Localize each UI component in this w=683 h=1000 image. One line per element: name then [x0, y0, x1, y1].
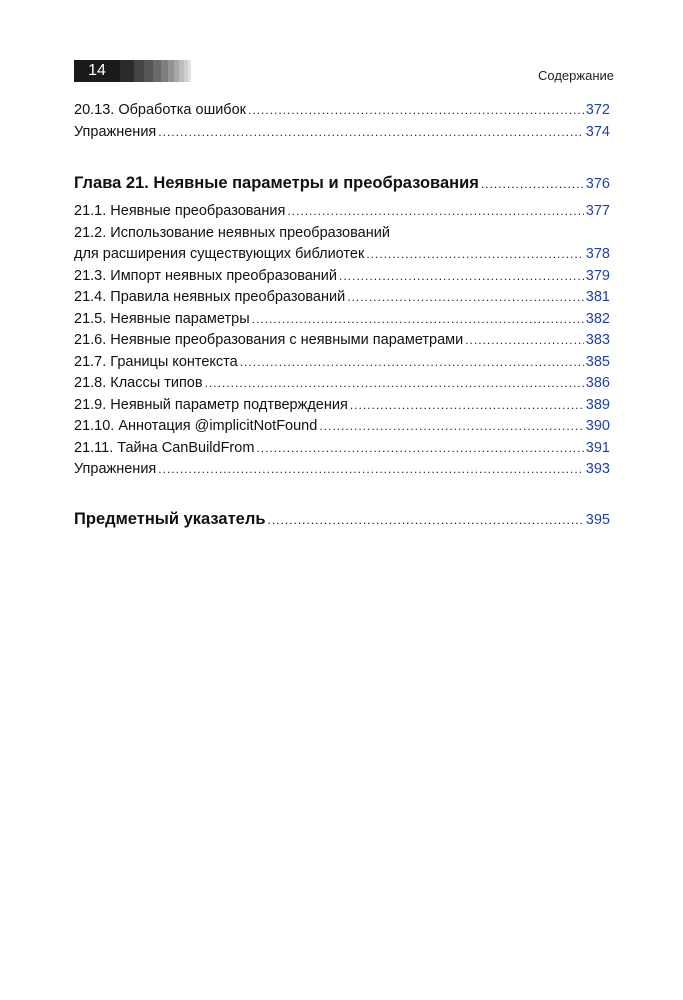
toc-entry[interactable]: [74, 201, 610, 223]
toc-entry-title: 21.10. Аннотация @implicitNotFound: [74, 418, 318, 434]
toc-page-link[interactable]: 378: [585, 246, 610, 262]
dot-leader: [319, 416, 583, 438]
dot-leader: [366, 244, 583, 266]
dot-leader: [158, 459, 584, 481]
dot-leader: [256, 438, 583, 460]
dot-leader: [158, 122, 584, 144]
toc-page-link[interactable]: 372: [585, 102, 610, 118]
toc-page-link[interactable]: 379: [585, 267, 610, 284]
toc-entry[interactable]: [74, 122, 610, 144]
dot-leader: [252, 309, 584, 331]
decorative-gradient-bars: [120, 60, 191, 82]
toc-entry-title: 21.4. Правила неявных преобразований: [74, 289, 346, 305]
dot-leader: [240, 352, 584, 374]
dot-leader: [465, 330, 584, 352]
toc-entry-title: 21.6. Неявные преобразования с неявными параметрами: [74, 332, 464, 348]
dot-leader: [350, 395, 584, 417]
toc-entry-title: Упражнения: [74, 123, 157, 140]
toc-entry[interactable]: [74, 244, 610, 266]
toc-entry-title: 21.3. Импорт неявных преобразований: [74, 267, 338, 284]
toc-page-link[interactable]: 391: [585, 439, 610, 456]
dot-leader: [287, 201, 583, 223]
toc-entry[interactable]: [74, 373, 610, 395]
toc-entry[interactable]: [74, 352, 610, 374]
dot-leader: [339, 266, 584, 288]
toc-entry-title: 21.1. Неявные преобразования: [74, 203, 286, 219]
bar-segment: [120, 60, 134, 82]
toc-entry[interactable]: [74, 330, 610, 352]
page-number: 14: [74, 60, 120, 82]
toc-page-link[interactable]: 376: [585, 176, 610, 192]
toc-entry-title: 20.13. Обработка ошибок: [74, 102, 247, 118]
toc-page-link[interactable]: 386: [585, 375, 610, 391]
bar-segment: [134, 60, 144, 82]
dot-leader: [248, 100, 584, 122]
toc-entry[interactable]: [74, 438, 610, 460]
toc-entry[interactable]: [74, 309, 610, 331]
dot-leader: [205, 373, 584, 395]
page-header: [74, 60, 614, 84]
toc-page-link[interactable]: 374: [585, 123, 610, 140]
bar-segment: [153, 60, 161, 82]
index-heading[interactable]: [74, 507, 610, 531]
toc-page-link[interactable]: 389: [585, 396, 610, 413]
toc-entry-title: 21.8. Классы типов: [74, 375, 203, 391]
toc-page-link[interactable]: 393: [585, 461, 610, 477]
toc-entry-title: 21.7. Границы контекста: [74, 353, 238, 370]
dot-leader: [347, 287, 584, 309]
bar-segment: [188, 60, 191, 82]
toc-entry-title: 21.9. Неявный параметр подтверждения: [74, 396, 348, 413]
toc-page-link[interactable]: 377: [585, 203, 610, 219]
toc-entry-title: 21.11. Тайна CanBuildFrom: [74, 439, 255, 456]
toc-entry-title-line1: 21.2. Использование неявных преобразований: [74, 224, 390, 241]
toc-page-link[interactable]: 382: [585, 310, 610, 327]
bar-segment: [144, 60, 153, 82]
toc-entry-title: для расширения существующих библиотек: [74, 246, 365, 262]
index-title: Предметный указатель: [74, 509, 266, 528]
dot-leader: [267, 508, 583, 532]
toc-entry[interactable]: [74, 266, 610, 288]
toc-entry[interactable]: [74, 100, 610, 122]
dot-leader: [481, 172, 584, 196]
running-head: Содержание: [538, 68, 614, 83]
toc-entry[interactable]: [74, 287, 610, 309]
toc-page-link[interactable]: 390: [585, 418, 610, 434]
toc-page-link[interactable]: 395: [585, 511, 610, 528]
bar-segment: [161, 60, 168, 82]
table-of-contents: [74, 100, 610, 531]
toc-entry[interactable]: [74, 459, 610, 481]
chapter-title: Глава 21. Неявные параметры и преобразования: [74, 174, 479, 192]
toc-page-link[interactable]: 383: [585, 332, 610, 348]
toc-entry-title: Упражнения: [74, 461, 157, 477]
chapter-heading[interactable]: [74, 171, 610, 195]
toc-entry-title: 21.5. Неявные параметры: [74, 310, 250, 327]
toc-entry[interactable]: [74, 395, 610, 417]
toc-page-link[interactable]: 385: [585, 353, 610, 370]
toc-entry[interactable]: [74, 416, 610, 438]
toc-page-link[interactable]: 381: [585, 289, 610, 305]
